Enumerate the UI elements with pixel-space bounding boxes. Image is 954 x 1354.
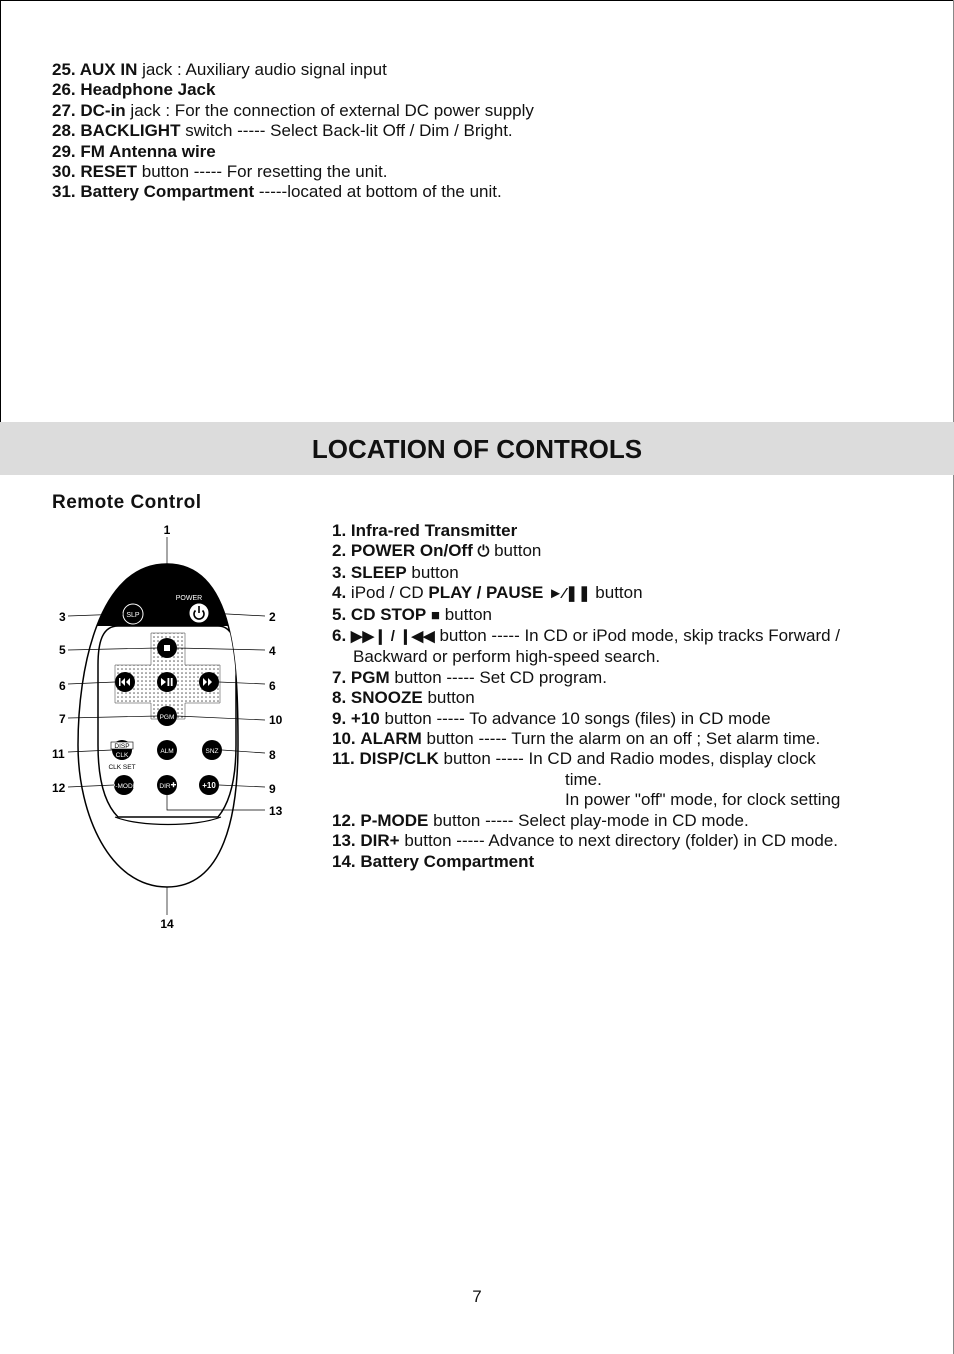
list-item: 30. RESET button ----- For resetting the unit.: [52, 162, 388, 182]
callout-11: 11: [52, 747, 65, 761]
section-title: LOCATION OF CONTROLS: [311, 434, 643, 464]
pgm-button-label: PGM: [159, 714, 175, 721]
list-item: 29. FM Antenna wire: [52, 141, 216, 161]
list-item: 10. ALARM button ----- Turn the alarm on an off ; Set alarm time.: [332, 729, 821, 749]
power-label: POWER: [175, 595, 203, 602]
power-icon: ⏻: [477, 543, 490, 561]
page-border-top: [0, 0, 954, 1]
snz-button-label: SNZ: [205, 748, 219, 755]
list-item-continuation: In power "off" mode, for clock setting: [565, 790, 841, 810]
list-item: 26. Headphone Jack: [52, 80, 216, 100]
list-item: 12. P-MODE button ----- Select play-mode in CD mode.: [332, 810, 749, 830]
callout-6-left: 6: [59, 679, 66, 693]
infrared-transmitter-cap: [70, 555, 250, 626]
list-item-continuation: time.: [565, 769, 602, 789]
callout-5: 5: [59, 643, 66, 657]
list-item: 5. CD STOP ■ button: [332, 604, 492, 624]
page-border-left: [0, 0, 1, 422]
list-item: 14. Battery Compartment: [332, 851, 535, 871]
alm-button-label: ALM: [160, 748, 174, 755]
remote-control-diagram: [40, 515, 300, 940]
callout-8: 8: [269, 748, 276, 762]
callout-10: 10: [269, 713, 283, 727]
p-mode-button-label: P-MODE: [111, 783, 137, 790]
list-item: 6. ▶▶❙ / ❙◀◀ button ----- In CD or iPod mode, skip tracks Forward /: [332, 626, 841, 646]
callout-13: 13: [269, 804, 283, 818]
page-number: 7: [472, 1287, 482, 1306]
callout-6-right: 6: [269, 679, 276, 693]
list-item: 25. AUX IN jack : Auxiliary audio signal input: [52, 60, 387, 79]
list-item: 4. iPod / CD PLAY / PAUSE ►⁄❚❚ button: [332, 583, 643, 603]
list-item: 11. DISP/CLK button ----- In CD and Radio modes, display clock: [332, 749, 816, 769]
list-item: 9. +10 button ----- To advance 10 songs (files) in CD mode: [332, 708, 771, 728]
clk-label: CLK: [115, 752, 129, 759]
list-item: 31. Battery Compartment -----located at bottom of the unit.: [52, 182, 502, 202]
list-item: 13. DIR+ button ----- Advance to next directory (folder) in CD mode.: [332, 831, 838, 851]
dir-button-label: DIR: [159, 783, 171, 790]
slp-button-label: SLP: [126, 612, 140, 619]
callout-7: 7: [59, 712, 66, 726]
list-item: 2. POWER On/Off ⏻ button: [332, 541, 542, 561]
list-item: 7. PGM button ----- Set CD program.: [332, 667, 607, 687]
callout-14: 14: [160, 917, 174, 931]
stop-icon: ■: [430, 606, 440, 624]
top-item-list: [52, 60, 534, 203]
callout-2: 2: [269, 610, 276, 624]
play-pause-button[interactable]: [157, 672, 177, 692]
callout-1: 1: [163, 523, 171, 537]
list-item: 1. Infra-red Transmitter: [332, 521, 518, 540]
clk-set-label: CLK SET: [108, 764, 136, 771]
callout-9: 9: [269, 782, 276, 796]
callout-3: 3: [59, 610, 66, 624]
list-item-continuation: Backward or perform high-speed search.: [353, 647, 661, 667]
callout-12: 12: [52, 781, 66, 795]
skip-icon: ▶▶❙ / ❙◀◀: [350, 628, 435, 646]
section-banner: [0, 422, 954, 475]
callout-4: 4: [269, 644, 276, 658]
list-item: 27. DC-in jack : For the connection of external DC power supply: [52, 100, 534, 120]
list-item: 28. BACKLIGHT switch ----- Select Back-lit Off / Dim / Bright.: [52, 121, 513, 141]
list-item: 8. SNOOZE button: [332, 688, 475, 708]
plus-10-button-label: +10: [202, 781, 216, 790]
disp-label: DISP: [114, 743, 130, 750]
remote-control-heading: Remote Control: [52, 492, 202, 513]
controls-list: [332, 521, 840, 872]
list-item: 3. SLEEP button: [332, 562, 459, 582]
play-pause-icon: ►⁄❚❚: [548, 585, 591, 603]
stop-icon: [164, 645, 170, 651]
